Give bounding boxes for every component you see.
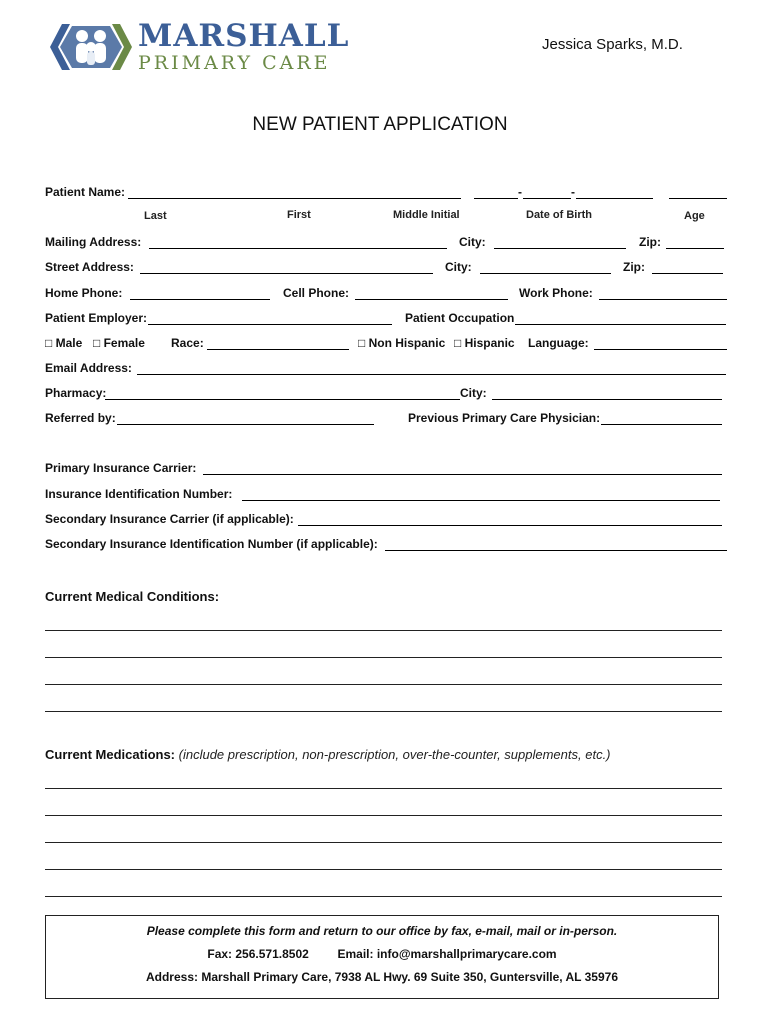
footer-address: Address: Marshall Primary Care, 7938 AL Hwy. 69 Suite 350, Guntersville, AL 35976 bbox=[145, 970, 618, 984]
dob-year-field[interactable] bbox=[576, 198, 653, 199]
previous-pcp-label: Previous Primary Care Physician: bbox=[408, 411, 601, 425]
secondary-insurance-label: Secondary Insurance Carrier (if applicable): bbox=[45, 512, 294, 526]
logo-subtitle: PRIMARY CARE bbox=[138, 52, 331, 74]
pharmacy-city-label: City: bbox=[460, 386, 487, 400]
patient-occupation-label: Patient Occupation bbox=[405, 311, 515, 325]
secondary-insurance-id-label: Secondary Insurance Identification Number (if applicable): bbox=[45, 537, 378, 551]
middle-initial-caption: Middle Initial bbox=[393, 209, 460, 221]
street-zip-label: Zip: bbox=[623, 260, 645, 274]
patient-name-field[interactable] bbox=[128, 198, 461, 199]
language-field[interactable] bbox=[594, 349, 727, 350]
dob-day-field[interactable] bbox=[523, 198, 571, 199]
footer-instructions-box bbox=[45, 915, 719, 999]
medications-title: Current Medications: bbox=[45, 747, 176, 762]
medications-line[interactable] bbox=[45, 788, 722, 789]
footer-instruction: Please complete this form and return to our office by fax, e-mail, mail or in-person. bbox=[146, 924, 618, 938]
cell-phone-label: Cell Phone: bbox=[283, 286, 350, 300]
marshall-logo-icon bbox=[50, 22, 132, 72]
secondary-insurance-id-field[interactable] bbox=[385, 550, 727, 551]
medications-line[interactable] bbox=[45, 896, 722, 897]
mailing-zip-field[interactable] bbox=[666, 248, 724, 249]
referred-by-field[interactable] bbox=[117, 424, 374, 425]
pharmacy-city-field[interactable] bbox=[492, 399, 722, 400]
pharmacy-label: Pharmacy: bbox=[45, 386, 107, 400]
language-label: Language: bbox=[528, 336, 589, 350]
dob-separator: - bbox=[571, 185, 575, 199]
medical-conditions-line[interactable] bbox=[45, 684, 722, 685]
street-address-label: Street Address: bbox=[45, 260, 134, 274]
last-name-caption: Last bbox=[144, 210, 167, 222]
medical-conditions-line[interactable] bbox=[45, 657, 722, 658]
medical-conditions-title: Current Medical Conditions: bbox=[45, 589, 220, 604]
footer-fax: Fax: 256.571.8502 bbox=[207, 947, 309, 961]
footer-contact bbox=[46, 947, 718, 961]
hispanic-checkbox[interactable]: □ Hispanic bbox=[454, 336, 515, 350]
insurance-id-field[interactable] bbox=[242, 500, 720, 501]
previous-pcp-field[interactable] bbox=[601, 424, 722, 425]
dob-separator: - bbox=[518, 185, 522, 199]
patient-name-label: Patient Name: bbox=[45, 185, 126, 199]
race-label: Race: bbox=[171, 336, 204, 350]
referred-by-label: Referred by: bbox=[45, 411, 116, 425]
mailing-address-field[interactable] bbox=[149, 248, 447, 249]
patient-employer-field[interactable] bbox=[148, 324, 392, 325]
male-checkbox[interactable]: □ Male bbox=[45, 336, 83, 350]
secondary-insurance-field[interactable] bbox=[298, 525, 722, 526]
primary-insurance-label: Primary Insurance Carrier: bbox=[45, 461, 197, 475]
logo-title: MARSHALL bbox=[138, 18, 350, 54]
mailing-city-field[interactable] bbox=[494, 248, 626, 249]
doctor-name: Jessica Sparks, M.D. bbox=[542, 36, 683, 53]
dob-caption: Date of Birth bbox=[526, 209, 592, 221]
mailing-address-label: Mailing Address: bbox=[45, 235, 142, 249]
female-checkbox[interactable]: □ Female bbox=[93, 336, 145, 350]
home-phone-field[interactable] bbox=[130, 299, 270, 300]
age-field[interactable] bbox=[669, 198, 727, 199]
pharmacy-field[interactable] bbox=[105, 399, 460, 400]
medical-conditions-line[interactable] bbox=[45, 630, 722, 631]
medications-section bbox=[45, 747, 611, 762]
work-phone-field[interactable] bbox=[599, 299, 727, 300]
medications-line[interactable] bbox=[45, 842, 722, 843]
email-address-field[interactable] bbox=[137, 374, 726, 375]
age-caption: Age bbox=[684, 210, 705, 222]
mailing-zip-label: Zip: bbox=[639, 235, 661, 249]
street-city-label: City: bbox=[445, 260, 472, 274]
work-phone-label: Work Phone: bbox=[519, 286, 593, 300]
street-city-field[interactable] bbox=[480, 273, 611, 274]
patient-employer-label: Patient Employer: bbox=[45, 311, 148, 325]
dob-month-field[interactable] bbox=[474, 198, 518, 199]
footer-email: Email: info@marshallprimarycare.com bbox=[337, 947, 557, 961]
medical-conditions-line[interactable] bbox=[45, 711, 722, 712]
form-title: NEW PATIENT APPLICATION bbox=[252, 114, 508, 135]
mailing-city-label: City: bbox=[459, 235, 486, 249]
medications-line[interactable] bbox=[45, 815, 722, 816]
medications-note: (include prescription, non-prescription, over-the-counter, supplements, etc.) bbox=[178, 747, 611, 762]
street-zip-field[interactable] bbox=[652, 273, 723, 274]
cell-phone-field[interactable] bbox=[355, 299, 508, 300]
email-address-label: Email Address: bbox=[45, 361, 132, 375]
medications-line[interactable] bbox=[45, 869, 722, 870]
non-hispanic-checkbox[interactable]: □ Non Hispanic bbox=[358, 336, 446, 350]
patient-occupation-field[interactable] bbox=[515, 324, 726, 325]
race-field[interactable] bbox=[207, 349, 349, 350]
insurance-id-label: Insurance Identification Number: bbox=[45, 487, 233, 501]
street-address-field[interactable] bbox=[140, 273, 433, 274]
home-phone-label: Home Phone: bbox=[45, 286, 123, 300]
primary-insurance-field[interactable] bbox=[203, 474, 722, 475]
first-name-caption: First bbox=[287, 209, 311, 221]
